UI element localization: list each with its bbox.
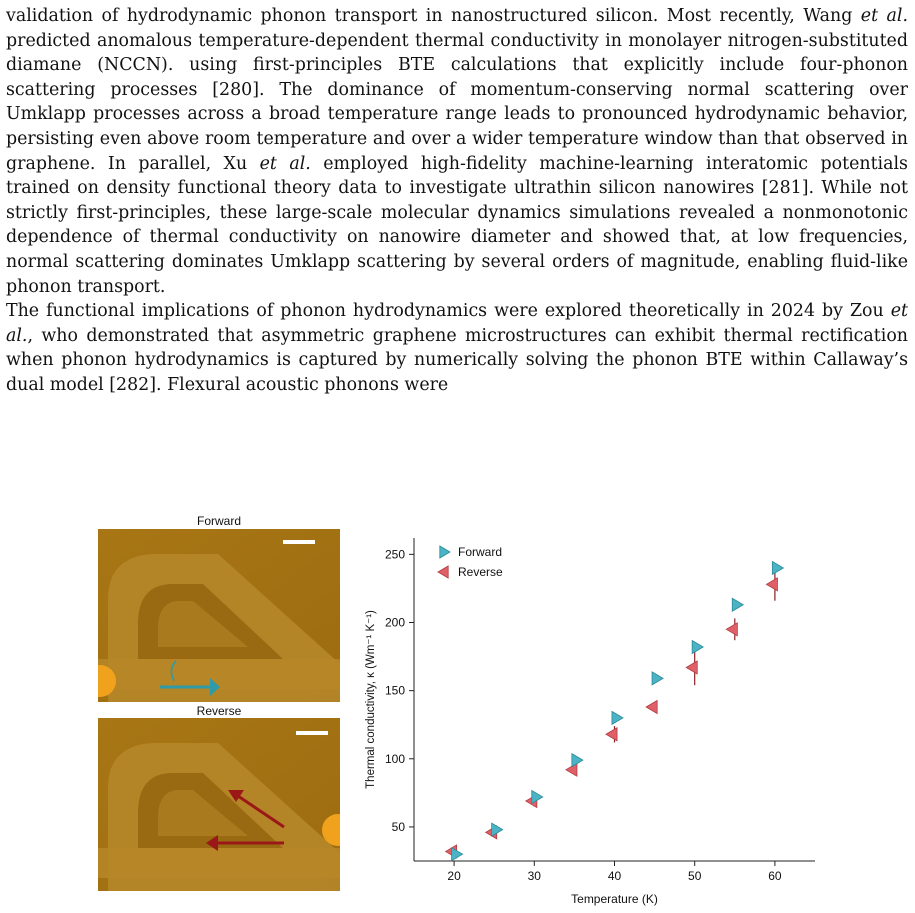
reverse-point	[646, 700, 657, 713]
figure	[0, 512, 915, 913]
forward-micrograph	[98, 529, 340, 702]
forward-point	[652, 672, 663, 685]
reverse-point	[566, 763, 577, 776]
x-axis-label: Temperature (K)	[571, 892, 658, 906]
x-tick-label: 40	[607, 869, 622, 883]
forward-point	[692, 641, 703, 654]
body-text	[6, 4, 908, 398]
x-tick-label: 50	[688, 869, 702, 883]
forward-point	[772, 561, 783, 574]
paragraph-2: The functional implications of phonon hydrodynamics were explored theoretically in 2024 by Zou et al., who demonstrated that asymmetric graphene microstructures can exhibit thermal rectification when phonon hydrodynamics is captured by numerically solving the phonon BTE within Callaway’s dual model [282]. Flexural acoustic phonons were	[6, 301, 908, 395]
reverse-micrograph	[98, 718, 340, 891]
legend-forward-marker	[440, 546, 450, 558]
reverse-point	[726, 623, 737, 636]
et-al: et al.	[259, 153, 311, 174]
y-tick-label: 50	[391, 819, 405, 834]
x-tick-label: 30	[527, 869, 541, 883]
paragraph-1: validation of hydrodynamic phonon transport in nanostructured silicon. Most recently, Wang et al. predicted anomalous temperature-dependent thermal conductivity in monolayer nitrogen-substituted diamane (NCCN). using first-principles BTE calculations that explicitly include four-phonon scattering processes [280]. The dominance of momentum-conserving normal scattering over Umklapp processes across a broad temperature range leads to pronounced hydrodynamic behavior, persisting even above room temperature and over a wider temperature window than that observed in graphene. In parallel, Xu et al. employed high-fidelity machine-learning interatomic potentials trained on density functional theory data to investigate ultrathin silicon nanowires [281]. While not strictly first-principles, these large-scale molecular dynamics simulations revealed a nonmonotonic dependence of thermal conductivity on nanowire diameter and showed that, at low frequencies, normal scattering dominates Umklapp scattering by several orders of magnitude, enabling fluid-like phonon transport.	[6, 6, 908, 297]
et-al: et al.	[860, 6, 908, 26]
reverse-micrograph-image	[98, 718, 340, 891]
legend-reverse-label: Reverse	[458, 565, 503, 579]
y-tick-label: 200	[384, 615, 405, 630]
x-tick-label: 60	[768, 869, 782, 883]
y-tick-label: 100	[384, 751, 405, 766]
forward-point	[732, 598, 743, 611]
forward-panel-label: Forward	[196, 514, 241, 528]
forward-point	[532, 790, 543, 803]
forward-point	[572, 754, 583, 767]
reverse-point	[686, 661, 697, 674]
legend-forward-label: Forward	[458, 545, 503, 559]
x-tick-label: 20	[447, 869, 461, 883]
reverse-point	[766, 578, 777, 591]
reverse-panel-label: Reverse	[196, 704, 242, 718]
forward-point	[492, 823, 503, 836]
y-axis-label: Thermal conductivity, κ (Wm⁻¹ K⁻¹)	[365, 610, 377, 789]
forward-point	[452, 848, 463, 861]
legend-reverse-marker	[438, 566, 448, 578]
reverse-point	[606, 728, 617, 741]
thermal-conductivity-chart	[360, 512, 840, 907]
forward-micrograph-image	[98, 529, 340, 702]
y-tick-label: 250	[384, 547, 405, 562]
et-al: et al.	[6, 301, 908, 346]
forward-point	[612, 711, 623, 724]
y-tick-label: 150	[384, 683, 405, 698]
